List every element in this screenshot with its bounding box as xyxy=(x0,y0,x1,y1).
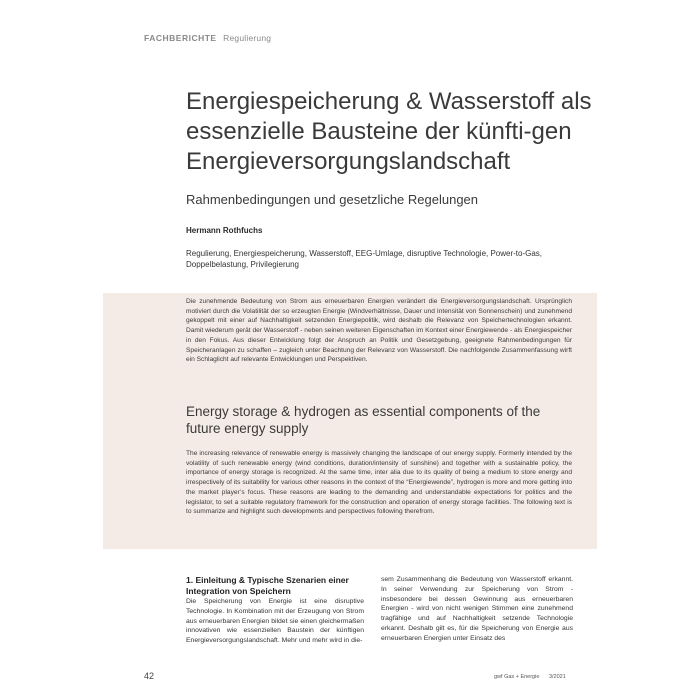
article-subtitle: Rahmenbedingungen und gesetzliche Regelungen xyxy=(186,192,479,207)
header-topic: Regulierung xyxy=(223,33,272,43)
english-title: Energy storage & hydrogen as essential components of the future energy supply xyxy=(186,404,541,436)
publication-name: gwf Gas + Energie xyxy=(494,674,540,680)
article-title: Energiespeicherung & Wasserstoff als essenzielle Bausteine der künfti-gen Energieversorgungslandschaft xyxy=(186,88,592,175)
footer-publication xyxy=(494,674,566,680)
header-section: FACHBERICHTE xyxy=(144,33,217,43)
keywords: Regulierung, Energiespeicherung, Wasserstoff, EEG-Umlage, disruptive Technologie, Power-to-Gas, Doppelbelastung, Privilegierung xyxy=(186,249,543,269)
body-column-2 xyxy=(381,575,573,644)
abstract-german: Die zunehmende Bedeutung von Strom aus erneuerbaren Energien verändert die Energieversorgungslandschaft. Ursprünglich motiviert durch die Volatilität der so erzeugten Energie (Windverhältnisse, Dauer und Intensität von Sonnenschein) und zunehmend gekoppelt mit einer auf Nachhaltigkeit setzenden Energiepolitik, wird deshalb die Relevanz von Speichertechnologien erkannt. Damit wiederum gerät der Wasserstoff - neben seinen weiteren Eigenschaften im Kontext einer Energiewende - als Energiespeicher in den Fokus. Aus dieser Entwicklung folgt der Anspruch an Politik und Gesetzgebung, geeignete Rahmenbedingungen für Speicheranlagen zu schaffen – zugleich unter Beachtung der Relevanz von Wasserstoff. Die nachfolgende Zusammenfassung wirft ein Schlaglicht auf relevante Entwicklungen und Perspektiven. xyxy=(186,298,572,364)
author-name: Hermann Rothfuchs xyxy=(186,226,263,235)
body-text-col2: sem Zusammenhang die Bedeutung von Wasserstoff erkannt. In seiner Verwendung zur Speicherung von Strom - insbesondere bei dessen Gewinnung aus erneuerbaren Energien - wird von nicht wenigen Stimmen eine zunehmend tragfähige und auf Nachhaltigkeit setzende Technologie erkannt. Deshalb gilt es, für die Speicherung von Energie aus erneuerbaren Energien unter Einsatz des xyxy=(381,576,573,642)
body-text-col1: Die Speicherung von Energie ist eine disruptive Technologie. In Kombination mit der Erzeugung von Strom aus erneuerbaren Energien bildet sie einen gleichermaßen innovativen wie essenziellen Baustein der künftigen Energieversorgungslandschaft. Mehr und mehr wird in die- xyxy=(186,598,364,645)
abstract-english: The increasing relevance of renewable energy is massively changing the landscape of our energy supply. Formerly intended by the volatility of such renewable energy (wind conditions, duration/intensity of sunshine) and together with a sustainable policy, the importance of energy storage is recognized. At the same time, inter alia due to its quality of being a medium to store energy and irrespectively of its suitability for various other reasons in the context of the “Energiewende”, hydrogen is more and more getting into the market player’s focus. These reasons are leading to the demanding and understandable expectations for politics and the legislator, to set a suitable regulatory framework for the construction and operation of energy storage facilities. The following text is to summarize and highlight such developments and perspectives following therefrom. xyxy=(186,450,572,516)
page-number: 42 xyxy=(144,671,155,681)
running-header xyxy=(144,33,271,43)
issue-number: 3/2021 xyxy=(548,674,566,680)
section-heading: 1. Einleitung & Typische Szenarien einer Integration von Speichern xyxy=(186,575,349,596)
body-column-1 xyxy=(186,575,364,646)
